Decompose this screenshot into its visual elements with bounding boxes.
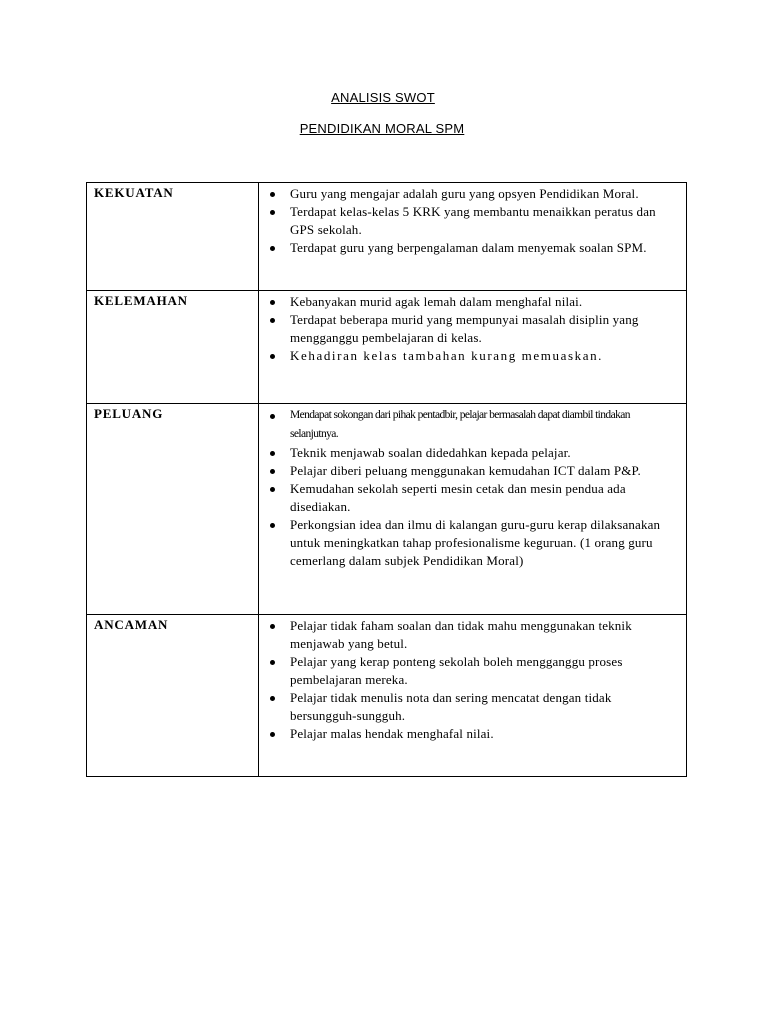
list-item <box>269 516 678 570</box>
list-item <box>269 689 678 725</box>
list-item-text: Terdapat kelas-kelas 5 KRK yang membantu menaikkan peratus dan GPS sekolah. <box>290 204 656 237</box>
bullet-icon <box>270 318 275 323</box>
bullet-icon <box>270 414 275 419</box>
bullet-icon <box>270 624 275 629</box>
list-item-text: Guru yang mengajar adalah guru yang opsyen Pendidikan Moral. <box>290 186 639 201</box>
list-item-text: Pelajar yang kerap ponteng sekolah boleh mengganggu proses pembelajaran mereka. <box>290 654 623 687</box>
bullet-icon <box>270 354 275 359</box>
list-item <box>269 203 678 239</box>
list-item <box>269 239 678 257</box>
bullet-icon <box>270 660 275 665</box>
list-item-text: Teknik menjawab soalan didedahkan kepada pelajar. <box>290 445 571 460</box>
list-item <box>269 311 678 347</box>
list-item <box>269 444 678 462</box>
list-item-text: Terdapat guru yang berpengalaman dalam menyemak soalan SPM. <box>290 240 647 255</box>
swot-content-cell <box>259 291 687 404</box>
list-item <box>269 480 678 516</box>
list-item-text: Pelajar tidak menulis nota dan sering mencatat dengan tidak bersungguh-sungguh. <box>290 690 612 723</box>
item-list-ancaman <box>259 615 686 743</box>
swot-row-kelemahan <box>87 291 687 404</box>
bullet-icon <box>270 487 275 492</box>
list-item <box>269 406 678 444</box>
bullet-icon <box>270 732 275 737</box>
list-item-text: Pelajar diberi peluang menggunakan kemudahan ICT dalam P&P. <box>290 463 641 478</box>
section-label-kelemahan: KELEMAHAN <box>94 293 188 308</box>
bullet-icon <box>270 192 275 197</box>
swot-content-cell <box>259 404 687 615</box>
list-item-text: Terdapat beberapa murid yang mempunyai masalah disiplin yang mengganggu pembelajaran di kelas. <box>290 312 639 345</box>
swot-label-cell <box>87 183 259 291</box>
section-label-ancaman: ANCAMAN <box>94 617 169 632</box>
list-item <box>269 653 678 689</box>
swot-label-cell <box>87 615 259 777</box>
swot-content-cell <box>259 615 687 777</box>
bullet-icon <box>270 300 275 305</box>
section-label-kekuatan: KEKUATAN <box>94 185 174 200</box>
list-item <box>269 347 678 365</box>
swot-table <box>86 182 687 777</box>
section-label-peluang: PELUANG <box>94 406 164 421</box>
list-item-text: Mendapat sokongan dari pihak pentadbir, pelajar bermasalah dapat diambil tindakan selanjutnya. <box>290 409 630 440</box>
document-title: ANALISIS SWOT <box>331 90 435 105</box>
swot-row-ancaman <box>87 615 687 777</box>
swot-row-peluang <box>87 404 687 615</box>
list-item <box>269 293 678 311</box>
bullet-icon <box>270 696 275 701</box>
list-item <box>269 185 678 203</box>
list-item-text: Kebanyakan murid agak lemah dalam menghafal nilai. <box>290 294 583 309</box>
swot-content-cell <box>259 183 687 291</box>
list-item-text: Kemudahan sekolah seperti mesin cetak dan mesin pendua ada disediakan. <box>290 481 626 514</box>
item-list-peluang <box>259 404 686 570</box>
item-list-kekuatan <box>259 183 686 257</box>
bullet-icon <box>270 523 275 528</box>
list-item-text: Pelajar malas hendak menghafal nilai. <box>290 726 494 741</box>
swot-label-cell <box>87 404 259 615</box>
bullet-icon <box>270 210 275 215</box>
list-item-text: Pelajar tidak faham soalan dan tidak mahu menggunakan teknik menjawab yang betul. <box>290 618 632 651</box>
item-list-kelemahan <box>259 291 686 365</box>
list-item-text: Kehadiran kelas tambahan kurang memuaskan. <box>290 348 604 363</box>
bullet-icon <box>270 451 275 456</box>
list-item <box>269 725 678 743</box>
bullet-icon <box>270 246 275 251</box>
swot-label-cell <box>87 291 259 404</box>
list-item <box>269 462 678 480</box>
bullet-icon <box>270 469 275 474</box>
document-subtitle: PENDIDIKAN MORAL SPM <box>299 121 465 136</box>
list-item <box>269 617 678 653</box>
swot-row-kekuatan <box>87 183 687 291</box>
list-item-text: Perkongsian idea dan ilmu di kalangan guru-guru kerap dilaksanakan untuk meningkatkan tahap profesionalisme keguruan. (1 orang guru cemerlang dalam subjek Pendidikan Moral) <box>290 517 661 568</box>
